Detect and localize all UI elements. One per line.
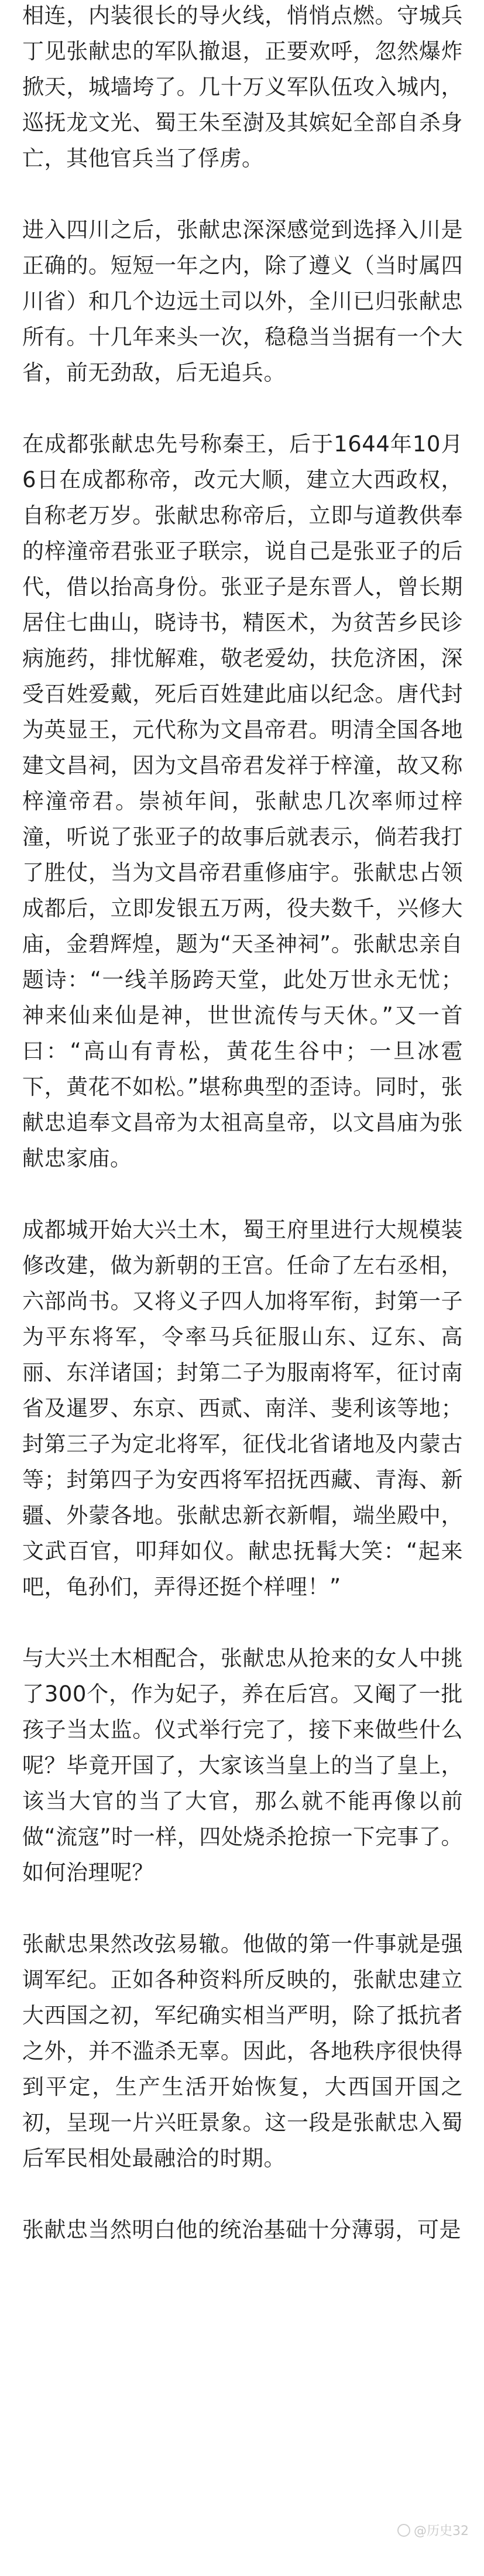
watermark-logo-icon [397,2524,410,2537]
paragraph-2: 进入四川之后，张献忠深深感觉到选择入川是正确的。短短一年之内，除了遵义（当时属四川省）和几个边远土司以外，全川已归张献忠所有。十几年来头一次，稳稳当当据有一个大省，前无劲敌，后无追兵。 [22,217,463,385]
watermark-text: @历史32 [414,2524,469,2539]
paragraph-4: 成都城开始大兴土木，蜀王府里进行大规模装修改建，做为新朝的王宫。任命了左右丞相，六部尚书。又将义子四人加将军衔，封第一子为平东将军，令率马兵征服山东、辽东、高丽、东洋诸国；封第二子为服南将军，征讨南省及暹罗、东京、西贰、南洋、斐利该等地；封第三子为定北将军，征伐北省诸地及内蒙古等；封第四子为安西将军招抚西藏、青海、新疆、外蒙各地。张献忠新衣新帽，端坐殿中，文武百官，叩拜如仪。献忠抚髯大笑：“起来吧，龟孙们，弄得还挺个样哩！” [22,1217,463,1599]
paragraph-6: 张献忠果然改弦易辙。他做的第一件事就是强调军纪。正如各种资料所反映的，张献忠建立大西国之初，军纪确实相当严明，除了抵抗者之外，并不滥杀无辜。因此，各地秩序很快得到平定，生产生活开始恢复，大西国开国之初，呈现一片兴旺景象。这一段是张献忠入蜀后军民相处最融洽的时期。 [22,1931,463,2171]
watermark [397,2521,469,2539]
paragraph-1: 相连，内装很长的导火线，悄悄点燃。守城兵丁见张献忠的军队撤退，正要欢呼，忽然爆炸掀天，城墙垮了。几十万义军队伍攻入城内，巡抚龙文光、蜀王朱至澍及其嫔妃全部自杀身亡，其他官兵当了俘虏。 [22,3,463,171]
paragraph-3: 在成都张献忠先号称秦王，后于1644年10月6日在成都称帝，改元大顺，建立大西政权，自称老万岁。张献忠称帝后，立即与道教供奉的梓潼帝君张亚子联宗，说自己是张亚子的后代，借以抬高身份。张亚子是东晋人，曾长期居住七曲山，晓诗书，精医术，为贫苦乡民诊病施药，排忧解难，敬老爱幼，扶危济困，深受百姓爱戴，死后百姓建此庙以纪念。唐代封为英显王，元代称为文昌帝君。明清全国各地建文昌祠，因为文昌帝君发祥于梓潼，故又称梓潼帝君。崇祯年间，张献忠几次率师过梓潼，听说了张亚子的故事后就表示，倘若我打了胜仗，当为文昌帝君重修庙宇。张献忠占领成都后，立即发银五万两，役夫数千，兴修大庙，金碧辉煌，题为“天圣神祠”。张献忠亲自题诗：“一线羊肠跨天堂，此处万世永无忧；神来仙来仙是神，世世流传与天休。”又一首曰：“高山有青松，黄花生谷中；一旦冰雹下，黄花不如松。”堪称典型的歪诗。同时，张献忠追奉文昌帝为太祖高皇帝，以文昌庙为张献忠家庙。 [22,431,463,1171]
paragraph-7: 张献忠当然明白他的统治基础十分薄弱，可是 [22,2217,461,2242]
paragraph-5: 与大兴土木相配合，张献忠从抢来的女人中挑了300个，作为妃子，养在后宫。又阉了一批孩子当太监。仪式举行完了，接下来做些什么呢？毕竟开国了，大家该当皇上的当了皇上，该当大官的当了大官，那么就不能再像以前做“流寇”时一样，四处烧杀抢掠一下完事了。如何治理呢？ [22,1646,463,1885]
